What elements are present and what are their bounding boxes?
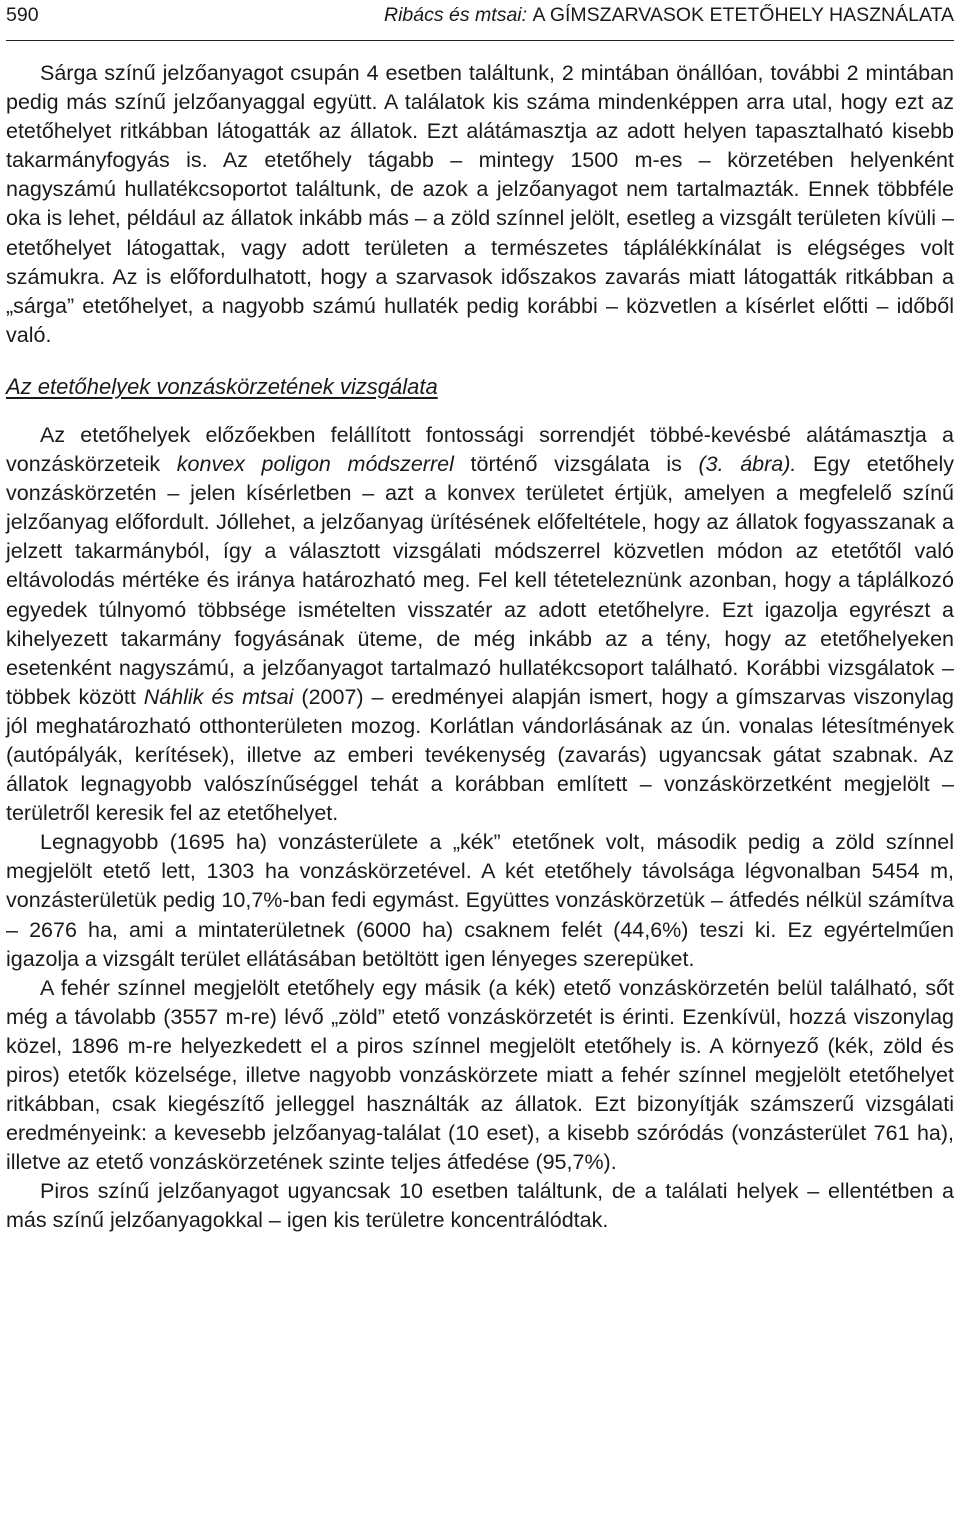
method-term: konvex poligon módszerrel [176,452,454,477]
paragraph-white: A fehér színnel megjelölt etetőhely egy másik (a kék) etető vonzáskörzetén belül található, sőt még a távolabb (3557 m-re) lévő „zöld” etető vonzáskörzetét is érinti. Ezenkívül, hozzá viszonylag közel, 1896 m-re helyezkedett el a piros színnel megjelölt etetőhely is. A környező (kék, zöld és piros) etetők közelsége, illetve nagyobb vonzáskörzete miatt a fehér színnel megjelölt etetőhelyet ritkábban, csak kiegészítő jelleggel használták az állatok. Ezt bizonyítják számszerű vizsgálati eredményeink: a kevesebb jelzőanyag-találat (10 eset), a kisebb szóródás (vonzásterület 761 ha), illetve az etető vonzáskörzetének szinte teljes átfedése (95,7%). [6,975,954,1175]
text-segment: Az etetőhelyek előzőekben felállított fontossági sorrendjét többé-kevésbé alátámasztja a vonzáskörzeteik [6,422,954,477]
text-segment: (2007) – eredményei alapján ismert, hogy a gímszarvas viszonylag jól meghatározható otthonterületen mozog. Korlátlan vándorlásának az ún. vonalas létesítmények (autópályák, kerítések), illetve az emberi tevékenység (zavarás) ugyancsak gátat szabnak. Az állatok legnagyobb valószínűséggel tehát a korábban említett – vonzáskörzetként megjelölt – területről keresik fel az etetőhelyet. [6,684,954,826]
paragraph-catchment-method [6,421,954,828]
citation: Náhlik és mtsai [143,684,294,709]
running-header [6,0,954,41]
paragraph-blue-green: Legnagyobb (1695 ha) vonzásterülete a „kék” etetőnek volt, második pedig a zöld színnel megjelölt etető lett, 1303 ha vonzáskörzetével. A két etetőhely távolsága légvonalban 5454 m, vonzásterületük pedig 10,7%-ban fedi egymást. Együttes vonzáskörzetük – átfedés nélkül számítva – 2676 ha, ami a mintaterületnek (6000 ha) csaknem felét (44,6%) teszi ki. Ez egyértelműen igazolja a vizsgált terület ellátásában betöltött igen lényeges szerepüket. [6,830,954,971]
article-body [6,41,954,1236]
text-segment: Egy etetőhely vonzáskörzetén – jelen kísérletben – azt a konvex területet értjük, amelyen a megfelelő színű jelzőanyag előfordult. Jóllehet, a jelzőanyag ürítésének előfeltétele, hogy az állatok fogyasszanak a jelzett takarmányból, így a választott vizsgálati módszerrel közvetlen módon az etetőtől való eltávolodás mértéke és iránya határozható meg. Fel kell téteteleznünk azonban, hogy a táplálkozó egyedek túlnyomó többsége ismételten visszatér az adott etetőhelyre. Ezt igazolja egyrészt a kihelyezett takarmány fogyásának üteme, de még inkább az a tény, hogy az etetőhelyeken esetenként nagyszámú, a jelzőanyagot tartalmazó hullatékcsoport található. Korábbi vizsgálatok – többek között [6,452,954,709]
running-title [384,4,954,27]
paragraph-red: Piros színű jelzőanyagot ugyancsak 10 esetben találtunk, de a találati helyek – ellentétben a más színű jelzőanyagokkal – igen kis területre koncentrálódtak. [6,1179,954,1233]
text-segment: történő vizsgálata is [470,452,682,477]
paragraph-yellow-marker: Sárga színű jelzőanyagot csupán 4 esetben találtunk, 2 mintában önállóan, további 2 mintában pedig más színű jelzőanyaggal együtt. A találatok kis száma mindenképpen arra utal, hogy ezt az etetőhelyet ritkábban látogatták az állatok. Ezt alátámasztja az adott helyen tapasztalható kisebb takarmányfogyás is. Az etetőhely tágabb – mintegy 1500 m-es – körzetében helyenként nagyszámú hullatékcsoportot találtunk, de azok a jelzőanyagot nem tartalmazták. Ennek többféle oka is lehet, például az állatok inkább más – a zöld színnel jelölt, esetleg a vizsgált területen kívüli – etetőhelyet látogattak, vagy adott területen a természetes táplálékkínálat is elégséges volt számukra. Az is előfordulhatott, hogy a szarvasok időszakos zavarás miatt látogatták ritkábban a „sárga” etetőhelyet, a nagyobb számú hullaték pedig korábbi – közvetlen a kísérlet előtti – időből való. [6,61,954,347]
header-title: A GÍMSZARVASOK ETETŐHELY HASZNÁLATA [532,4,954,26]
page-number: 590 [6,4,39,26]
section-title: Az etetőhelyek vonzáskörzetének vizsgálata [6,373,438,399]
figure-reference: (3. ábra). [698,452,797,477]
header-authors: Ribács és mtsai: [384,4,528,26]
